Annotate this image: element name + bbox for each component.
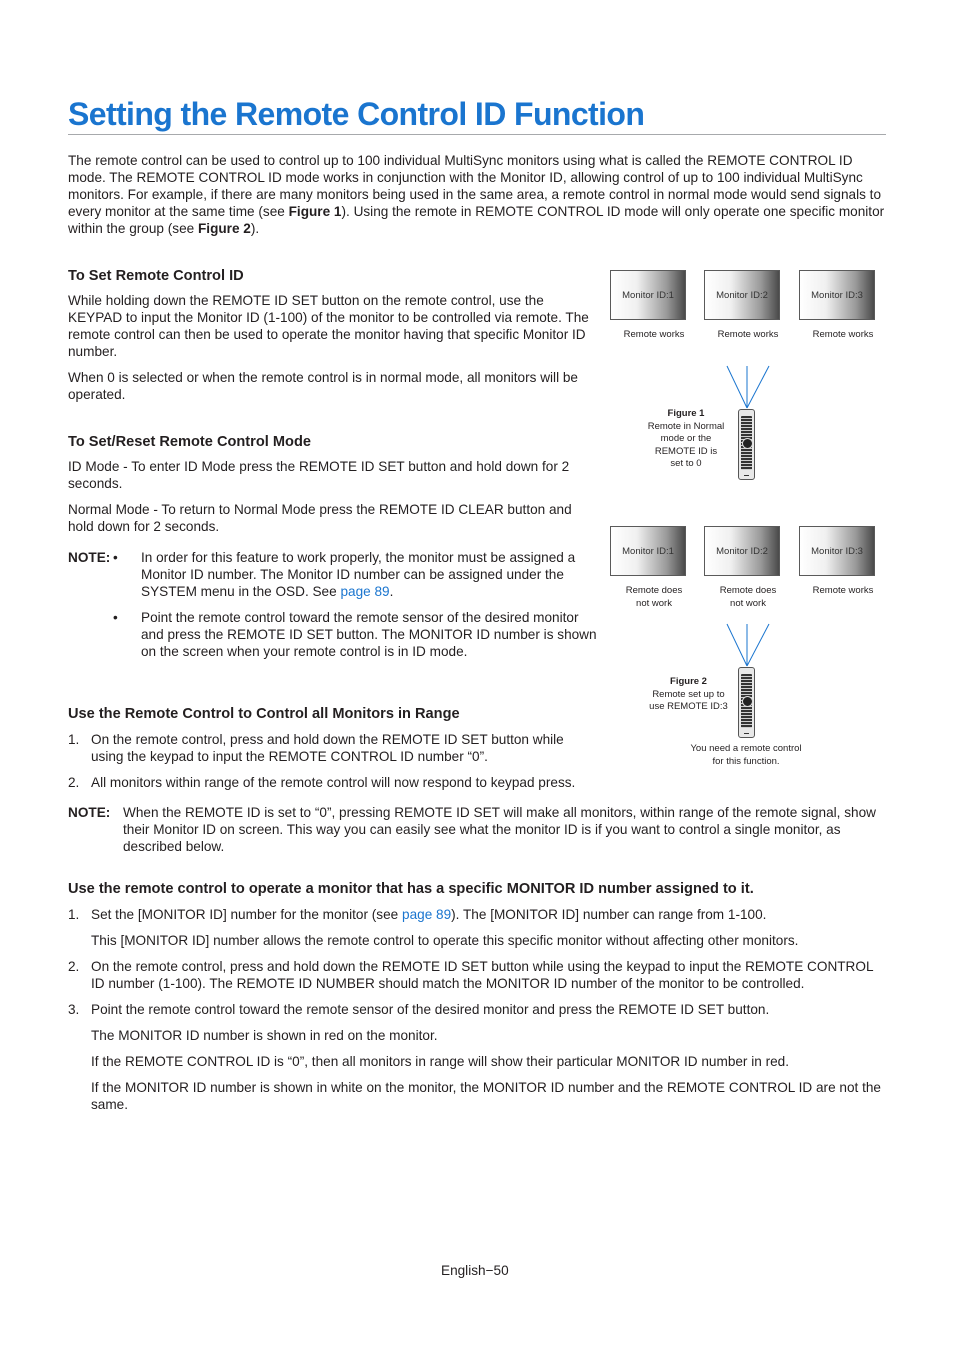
- note-line: You need a remote control: [690, 743, 802, 754]
- step-text: Point the remote control toward the remote sensor of the desired monitor and press the REMOTE ID SET button.: [91, 1002, 770, 1017]
- section-heading: To Set/Reset Remote Control Mode: [68, 434, 311, 450]
- step-text: ). The [MONITOR ID] number can range from 1-100.: [451, 907, 767, 922]
- ir-beam-icon: [720, 364, 776, 410]
- step-subtext: If the REMOTE CONTROL ID is “0”, then all monitors in range will show their particular MONITOR ID number in red.: [91, 1054, 790, 1069]
- paragraph: ID Mode - To enter ID Mode press the REMOTE ID SET button and hold down for 2 seconds.: [68, 459, 570, 491]
- note-bullet: [113, 609, 598, 660]
- ir-beam-icon: [720, 622, 776, 668]
- step-number: 1.: [68, 907, 80, 922]
- figure-2-reference: Figure 2: [197, 221, 251, 236]
- remote-control-icon: [738, 409, 755, 480]
- step-item: [68, 1001, 888, 1018]
- figure-caption: [630, 676, 747, 714]
- figure-title: Figure 2: [670, 676, 707, 687]
- intro-paragraph: [68, 152, 888, 237]
- monitor-label: Monitor ID:3: [811, 545, 863, 557]
- monitor-status: [703, 585, 793, 610]
- monitor-label: Monitor ID:3: [811, 289, 863, 301]
- section-specific-monitor: [68, 880, 888, 1113]
- monitor-2: [704, 270, 780, 320]
- monitor-3: [799, 526, 875, 576]
- bullet-text: Point the remote control toward the remote sensor of the desired monitor and press the REMOTE ID SET button. The MONITOR ID number is shown on the screen when your remote control is in ID mode.: [141, 610, 597, 659]
- status-line: not work: [636, 597, 672, 609]
- step-item: [68, 958, 888, 992]
- monitor-label: Monitor ID:2: [716, 545, 768, 557]
- page-number: English−50: [441, 1263, 509, 1278]
- note-block: [68, 804, 888, 855]
- section-heading: To Set Remote Control ID: [68, 268, 244, 284]
- status-line: Remote does: [625, 585, 683, 596]
- title-divider: [68, 134, 886, 135]
- intro-text: ). Using the remote in REMOTE CONTROL ID mode will only operate one specific monitor within the group (see: [68, 204, 885, 236]
- monitor-label: Monitor ID:1: [622, 289, 674, 301]
- bullet-text: In order for this feature to work properly, the monitor must be assigned a Monitor ID number. The Monitor ID number can be assigned under the SYSTEM menu in the OSD. See: [141, 550, 576, 599]
- note-label: NOTE:: [68, 550, 111, 565]
- step-number: 2.: [68, 775, 80, 790]
- note-text: When the REMOTE ID is set to “0”, pressing REMOTE ID SET will make all monitors, within range of the remote signal, show their Monitor ID on screen. This way you can easily see what the monitor ID is if you want to control a single monitor, as described below.: [123, 805, 876, 854]
- caption-line: use REMOTE ID:3: [649, 701, 728, 712]
- remote-control-icon: [738, 667, 755, 738]
- page-89-link[interactable]: page 89: [402, 907, 452, 922]
- status-line: not work: [730, 597, 766, 609]
- step-item: [68, 906, 888, 923]
- intro-text: The remote control can be used to control up to 100 individual MultiSync monitors using what is called the REMOTE CONTROL ID mode. The REMOTE CONTROL ID mode works in conjunction with the Monitor ID, allowing control of up to 100 individual MultiSync monitors. For example, if there are many monitors being used in the same area, a remote control in normal mode would send signals to every monitor at the same time (see: [68, 153, 882, 219]
- step-item: [68, 731, 598, 765]
- caption-line: set to 0: [670, 458, 702, 469]
- section-heading: Use the remote control to operate a monitor that has a specific MONITOR ID number assigned to it.: [68, 881, 754, 897]
- paragraph: When 0 is selected or when the remote control is in normal mode, all monitors will be operated.: [68, 370, 578, 402]
- bullet-icon: •: [113, 610, 118, 625]
- step-number: 1.: [68, 732, 80, 747]
- monitor-2: [704, 526, 780, 576]
- status-line: Remote does: [719, 585, 777, 596]
- step-subtext: This [MONITOR ID] number allows the remote control to operate this specific monitor without affecting other monitors.: [91, 933, 799, 948]
- caption-line: REMOTE ID is: [654, 445, 718, 457]
- monitor-status: [798, 585, 888, 598]
- monitor-1: [610, 270, 686, 320]
- note-bullet: [113, 549, 598, 600]
- note-block: [68, 549, 598, 660]
- figure-title: Figure 1: [667, 408, 705, 419]
- section-heading: Use the Remote Control to Control all Monitors in Range: [68, 706, 460, 722]
- monitor-status: Remote works: [812, 329, 874, 340]
- status-line: Remote works: [812, 585, 874, 596]
- section-all-monitors: [68, 705, 608, 791]
- page-title: Setting the Remote Control ID Function: [68, 96, 645, 132]
- bullet-icon: •: [113, 550, 118, 565]
- step-subtext: The MONITOR ID number is shown in red on the monitor.: [91, 1028, 438, 1043]
- step-item: [68, 774, 608, 791]
- paragraph: While holding down the REMOTE ID SET button on the remote control, use the KEYPAD to input the Monitor ID (1-100) of the monitor to be controlled via remote. The remote control can then be used to operate the monitor having that specific Monitor ID number.: [68, 293, 589, 359]
- figure-note: [676, 743, 816, 768]
- step-subtext: If the MONITOR ID number is shown in white on the monitor, the MONITOR ID number and the REMOTE CONTROL ID are not the same.: [91, 1080, 881, 1112]
- monitor-3: [799, 270, 875, 320]
- monitor-label: Monitor ID:2: [716, 289, 768, 301]
- section-set-remote-id: [68, 267, 598, 403]
- step-text: On the remote control, press and hold down the REMOTE ID SET button while using the keypad to input the REMOTE CONTROL ID number “0”.: [91, 732, 564, 764]
- step-text: All monitors within range of the remote control will now respond to keypad press.: [91, 775, 576, 790]
- note-line: for this function.: [712, 755, 780, 767]
- caption-line: Remote set up to: [652, 688, 725, 700]
- step-text: On the remote control, press and hold down the REMOTE ID SET button while using the keypad to input the REMOTE CONTROL ID number (1-100). The REMOTE ID NUMBER should match the MONITOR ID number of the monitor to be controlled.: [91, 959, 874, 991]
- page-89-link[interactable]: page 89: [340, 584, 390, 599]
- section-set-reset-mode: [68, 433, 598, 660]
- monitor-status: Remote works: [623, 329, 685, 340]
- step-number: 2.: [68, 959, 80, 974]
- monitor-status: Remote works: [717, 329, 779, 340]
- note-label: NOTE:: [68, 805, 111, 820]
- step-text: Set the [MONITOR ID] number for the monitor (see: [91, 907, 403, 922]
- figure-1-reference: Figure 1: [288, 204, 342, 219]
- monitor-status: [609, 585, 699, 610]
- monitor-label: Monitor ID:1: [622, 545, 674, 557]
- intro-text: ).: [250, 221, 260, 236]
- step-number: 3.: [68, 1002, 80, 1017]
- figure-caption: [636, 408, 736, 471]
- caption-line: Remote in Normal: [647, 420, 725, 432]
- caption-line: mode or the: [660, 433, 712, 444]
- monitor-1: [610, 526, 686, 576]
- paragraph: Normal Mode - To return to Normal Mode press the REMOTE ID CLEAR button and hold down for 2 seconds.: [68, 502, 572, 534]
- punctuation: .: [389, 584, 394, 599]
